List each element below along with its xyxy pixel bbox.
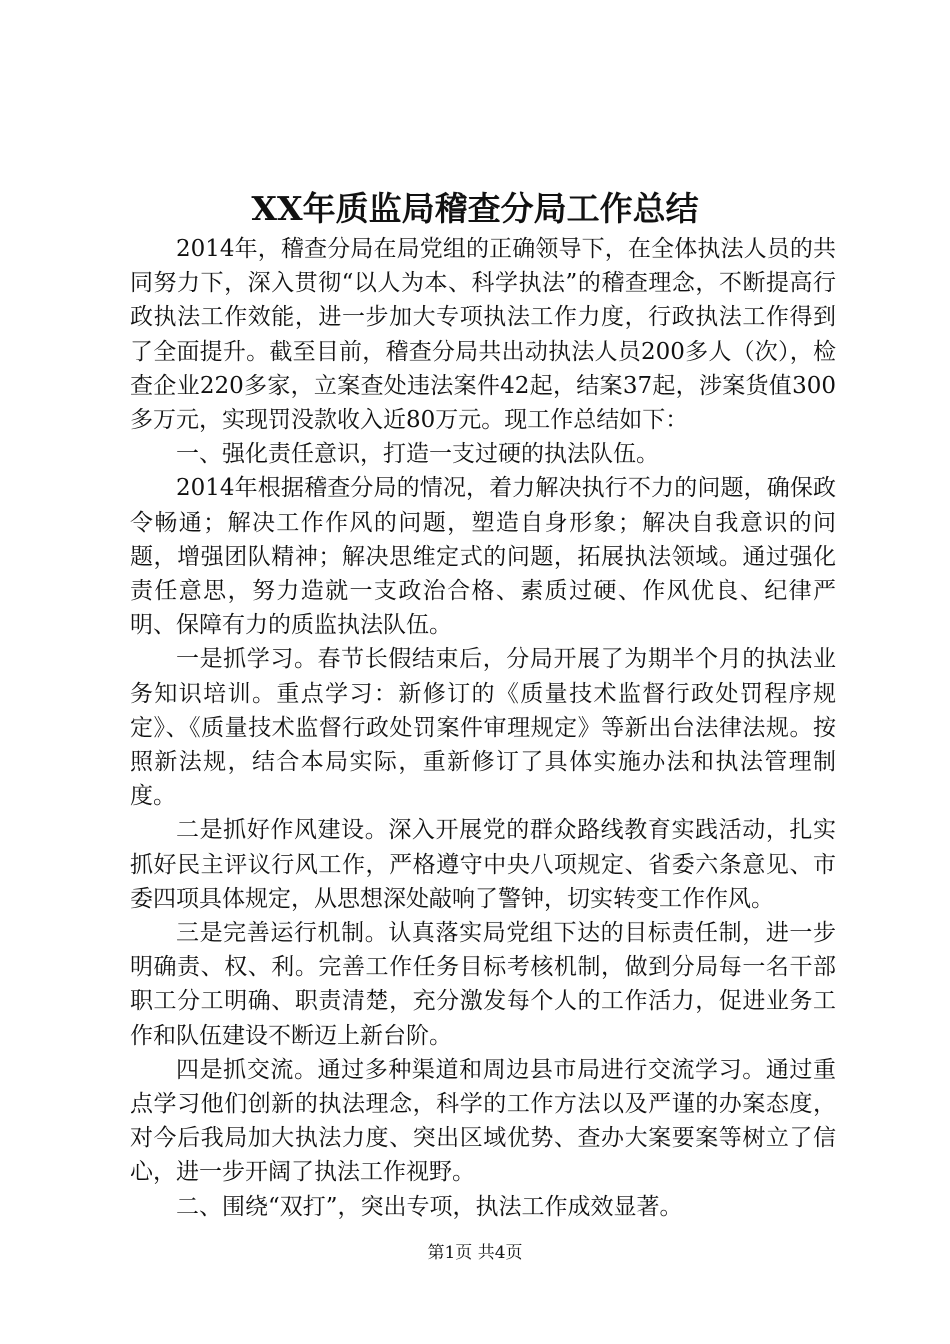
page-footer: 第1页 共4页 — [427, 1243, 523, 1263]
document-body — [130, 232, 836, 1224]
paragraph-style: 二是抓好作风建设。深入开展党的群众路线教育实践活动，扎实抓好民主评议行风工作，严格遵守中央八项规定、省委六条意见、市委四项具体规定，从思想深处敲响了警钟，切实转变工作作风。 — [130, 817, 836, 912]
paragraph-intro: 2014年，稽查分局在局党组的正确领导下，在全体执法人员的共同努力下，深入贯彻“以人为本、科学执法”的稽查理念，不断提高行政执法工作效能，进一步加大专项执法工作力度，行政执法工作得到了全面提升。截至目前，稽查分局共出动执法人员200多人（次），检查企业220多家，立案查处违法案件42起，结案37起，涉案货值300多万元，实现罚没款收入近80万元。现工作总结如下： — [130, 236, 836, 434]
paragraph-study: 一是抓学习。春节长假结束后，分局开展了为期半个月的执法业务知识培训。重点学习：新修订的《质量技术监督行政处罚程序规定》、《质量技术监督行政处罚案件审理规定》等新出台法律法规。按照新法规，结合本局实际，重新修订了具体实施办法和执法管理制度。 — [130, 646, 836, 810]
paragraph-mechanism: 三是完善运行机制。认真落实局党组下达的目标责任制，进一步明确责、权、利。完善工作任务目标考核机制，做到分局每一名干部职工分工明确、职责清楚，充分激发每个人的工作活力，促进业务工作和队伍建设不断迈上新台阶。 — [130, 920, 836, 1049]
paragraph-exchange: 四是抓交流。通过多种渠道和周边县市局进行交流学习。通过重点学习他们创新的执法理念，科学的工作方法以及严谨的办案态度，对今后我局加大执法力度、突出区域优势、查办大案要案等树立了信心，进一步开阔了执法工作视野。 — [130, 1056, 836, 1186]
section-heading-2: 二、围绕“双打”，突出专项，执法工作成效显著。 — [176, 1193, 683, 1220]
section-heading-1: 一、强化责任意识，打造一支过硬的执法队伍。 — [176, 441, 659, 468]
paragraph-section-1: 2014年根据稽查分局的情况，着力解决执行不力的问题，确保政令畅通；解决工作作风的问题，塑造自身形象；解决自我意识的问题，增强团队精神；解决思维定式的问题，拓展执法领域。通过强化责任意思，努力造就一支政治合格、素质过硬、作风优良、纪律严明、保障有力的质监执法队伍。 — [130, 475, 836, 639]
document-title: XX年质监局稽查分局工作总结 — [251, 189, 699, 228]
